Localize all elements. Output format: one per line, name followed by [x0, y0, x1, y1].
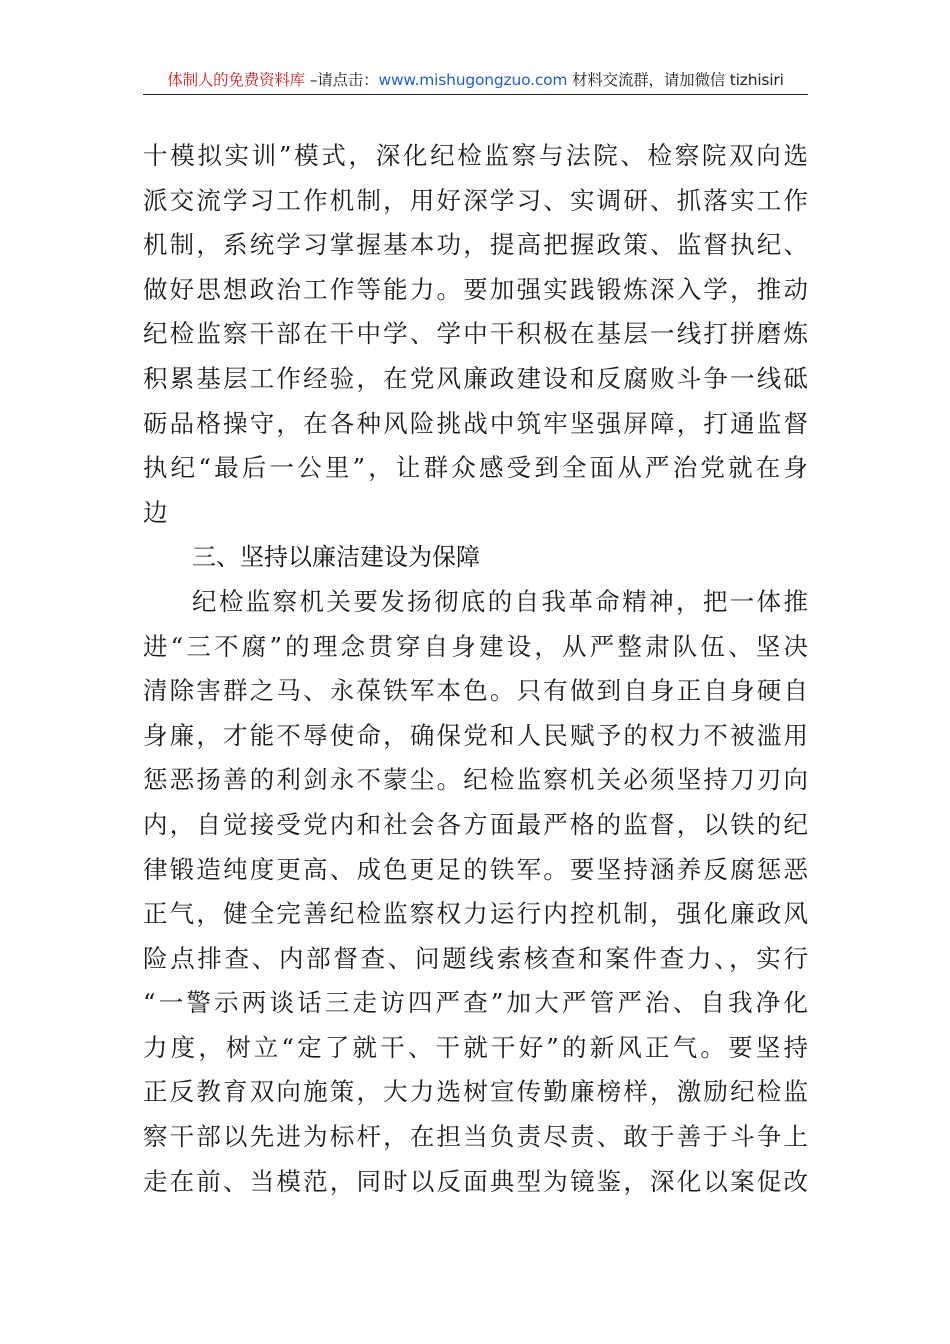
body-line: 十模拟实训”模式，深化纪检监察与法院、检察院双向选: [143, 141, 808, 170]
body-line: 纪检监察机关要发扬彻底的自我革命精神，把一体推: [192, 586, 808, 616]
header-url-link[interactable]: www.mishugongzuo.com: [378, 71, 568, 89]
body-line: 险点排查、内部督查、问题线索核查和案件查力、，实行: [143, 943, 808, 973]
body-line: 察干部以先进为标杆，在担当负责尽责、敢于善于斗争上: [143, 1122, 808, 1152]
body-line: 纪检监察干部在干中学、学中干积极在基层一线打拼磨炼: [143, 319, 808, 349]
body-line: 做好思想政治工作等能力。要加强实践锻炼深入学，推动: [143, 274, 808, 304]
section-heading: 三、坚持以廉洁建设为保障: [192, 543, 480, 572]
body-line: 砺品格操守，在各种风险挑战中筑牢坚强屏障，打通监督: [143, 408, 808, 438]
body-line: 清除害群之马、永葆铁军本色。只有做到自身正自身硬自: [143, 676, 808, 706]
body-line: 派交流学习工作机制，用好深学习、实调研、抓落实工作: [143, 185, 808, 215]
body-line: 律锻造纯度更高、成色更足的铁军。要坚持涵养反腐惩恶: [143, 854, 808, 884]
page-header: [143, 66, 808, 95]
header-note: 材料交流群，请加微信 tizhisiri: [567, 71, 784, 89]
body-line: 力度，树立“定了就干、干就干好”的新风正气。要坚持: [143, 1032, 808, 1062]
body-line: 内，自觉接受党内和社会各方面最严格的监督，以铁的纪: [143, 809, 808, 839]
body-line: 执纪“最后一公里”，让群众感受到全面从严治党就在身: [143, 453, 808, 483]
body-line: 进“三不腐”的理念贯穿自身建设，从严整肃队伍、坚决: [143, 631, 808, 661]
body-line: “一警示两谈话三走访四严查”加大严管严治、自我净化: [143, 988, 808, 1018]
body-line: 积累基层工作经验，在党风廉政建设和反腐败斗争一线砥: [143, 363, 808, 393]
body-line: 惩恶扬善的利剑永不蒙尘。纪检监察机关必须坚持刀刃向: [143, 765, 808, 795]
body-line: 机制，系统学习掌握基本功，提高把握政策、监督执纪、: [143, 230, 808, 260]
document-body: [143, 134, 808, 1204]
header-prompt: –请点击：: [304, 71, 379, 89]
body-line: 身廉，才能不辱使命，确保党和人民赋予的权力不被滥用: [143, 720, 808, 750]
body-line: 正气，健全完善纪检监察权力运行内控机制，强化廉政风: [143, 899, 808, 929]
body-line: 走在前、当模范，同时以反面典型为镜鉴，深化以案促改: [143, 1166, 808, 1196]
body-line: 边: [143, 497, 168, 527]
body-line: 正反教育双向施策，大力选树宣传勤廉榜样，激励纪检监: [143, 1077, 808, 1107]
header-site-name: 体制人的免费资料库: [167, 71, 305, 89]
